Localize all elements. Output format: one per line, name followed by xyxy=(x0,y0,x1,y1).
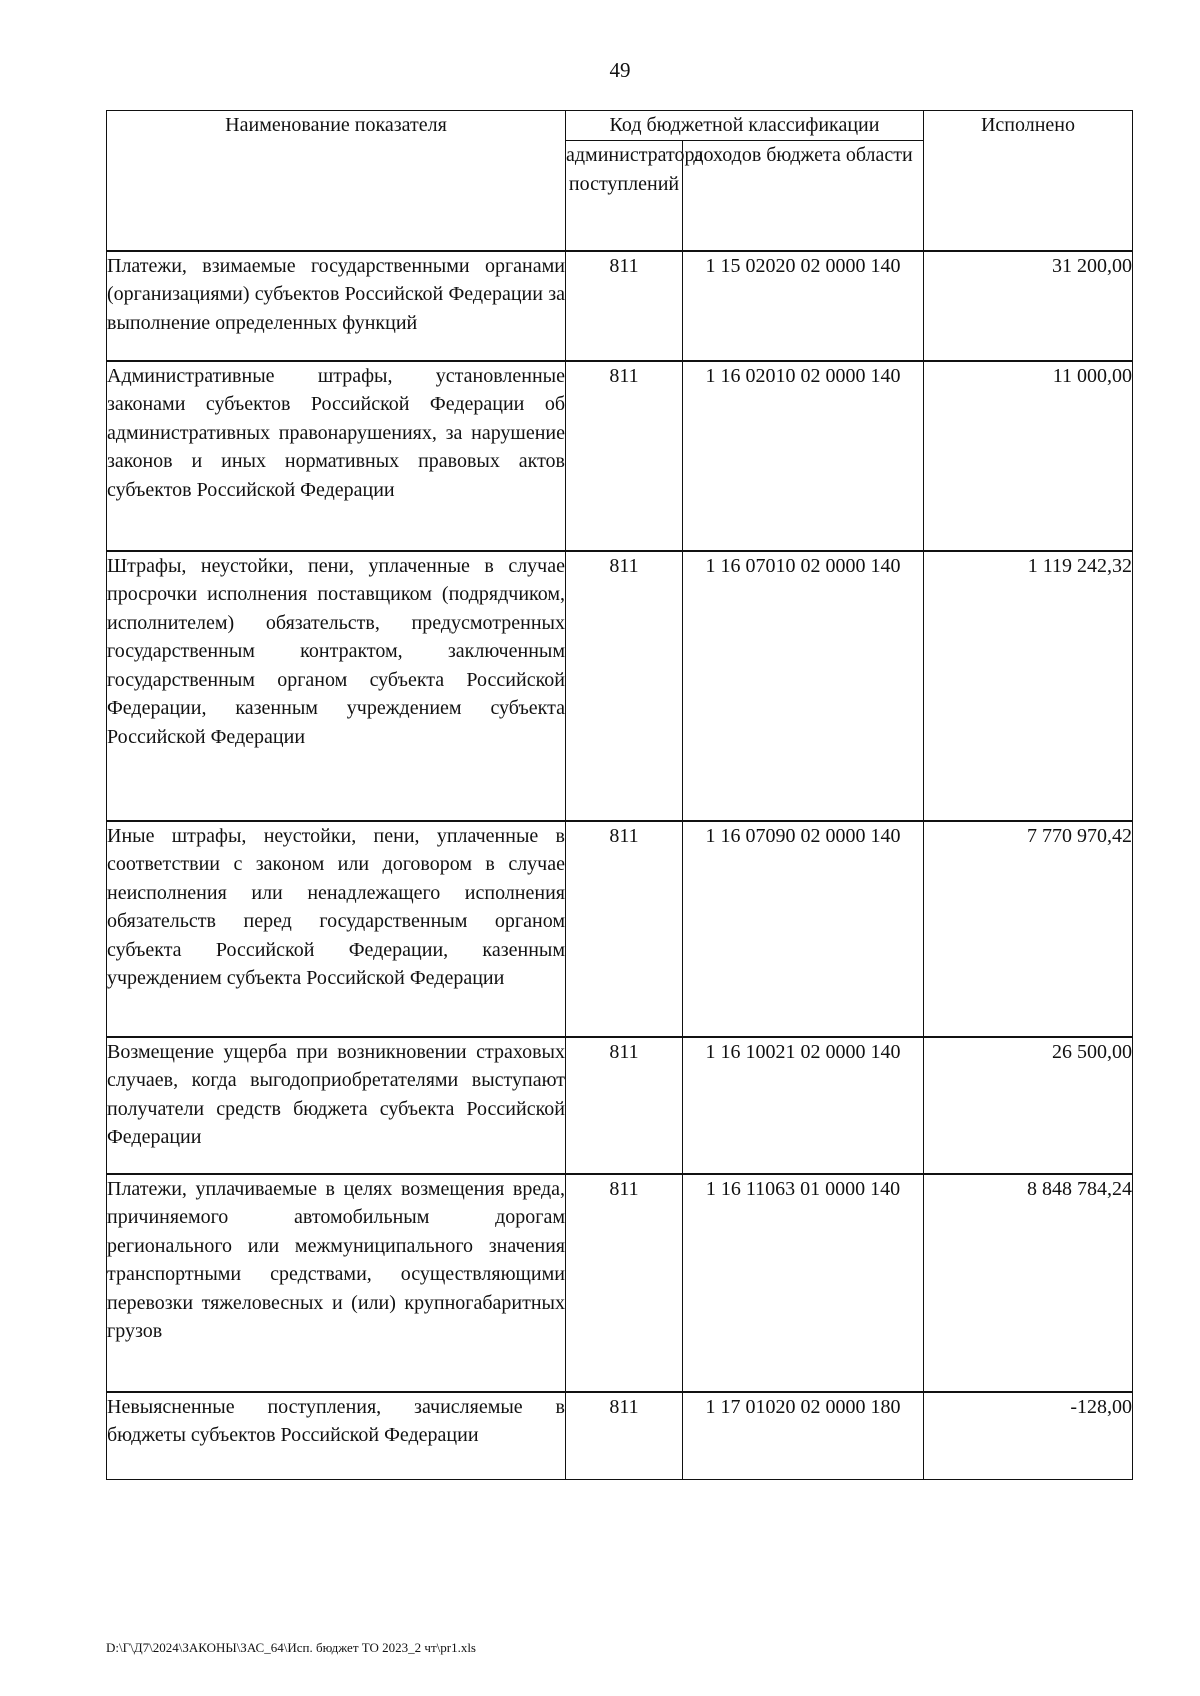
row-indicator-name: Административные штрафы, установленные законами субъектов Российской Федерации об административных правонарушениях, за нарушение законов и иных нормативных правовых актов субъектов Российской Федерации xyxy=(107,361,566,551)
row-indicator-name: Возмещение ущерба при возникновении страховых случаев, когда выгодоприобретателями выступают получатели средств бюджета субъекта Российской Федерации xyxy=(107,1037,566,1174)
row-revenue-code: 1 16 10021 02 0000 140 xyxy=(683,1037,924,1174)
header-regional-budget-revenue: доходов бюджета области xyxy=(683,140,924,251)
header-executed: Исполнено xyxy=(924,111,1133,251)
table-row xyxy=(107,361,1133,551)
row-admin-code: 811 xyxy=(566,251,683,361)
page-number: 49 xyxy=(609,58,631,82)
header-budget-classification-code: Код бюджетной классификации xyxy=(566,111,924,141)
row-indicator-name: Платежи, уплачиваемые в целях возмещения вреда, причиняемого автомобильным дорогам регионального или межмуниципального значения транспортными средствами, осуществляющими перевозки тяжеловесных и (или) крупногабаритных грузов xyxy=(107,1174,566,1392)
row-indicator-name: Платежи, взимаемые государственными органами (организациями) субъектов Российской Федерации за выполнение определенных функций xyxy=(107,251,566,361)
row-admin-code: 811 xyxy=(566,821,683,1037)
footer-file-path: D:\Г\Д7\2024\ЗАКОНЫ\ЗАС_64\Исп. бюджет ТО 2023_2 чт\pr1.xls xyxy=(106,1640,476,1655)
row-admin-code: 811 xyxy=(566,551,683,821)
row-revenue-code: 1 17 01020 02 0000 180 xyxy=(683,1392,924,1480)
table-row xyxy=(107,1037,1133,1174)
table-row xyxy=(107,1174,1133,1392)
table-row xyxy=(107,551,1133,821)
row-admin-code: 811 xyxy=(566,361,683,551)
table-row xyxy=(107,821,1133,1037)
row-revenue-code: 1 16 07090 02 0000 140 xyxy=(683,821,924,1037)
table-row xyxy=(107,1392,1133,1480)
table-row xyxy=(107,251,1133,361)
row-executed-amount: 11 000,00 xyxy=(924,361,1133,551)
row-revenue-code: 1 16 02010 02 0000 140 xyxy=(683,361,924,551)
header-indicator-name: Наименование показателя xyxy=(107,111,566,251)
row-executed-amount: 1 119 242,32 xyxy=(924,551,1133,821)
row-executed-amount: 8 848 784,24 xyxy=(924,1174,1133,1392)
header-revenue-administrator: администратора поступлений xyxy=(566,140,683,251)
row-executed-amount: -128,00 xyxy=(924,1392,1133,1480)
row-revenue-code: 1 16 07010 02 0000 140 xyxy=(683,551,924,821)
row-revenue-code: 1 16 11063 01 0000 140 xyxy=(683,1174,924,1392)
row-executed-amount: 26 500,00 xyxy=(924,1037,1133,1174)
budget-revenue-table xyxy=(106,110,1133,1480)
row-executed-amount: 31 200,00 xyxy=(924,251,1133,361)
row-executed-amount: 7 770 970,42 xyxy=(924,821,1133,1037)
row-admin-code: 811 xyxy=(566,1037,683,1174)
row-revenue-code: 1 15 02020 02 0000 140 xyxy=(683,251,924,361)
table-header-row xyxy=(107,111,1133,141)
row-indicator-name: Невыясненные поступления, зачисляемые в бюджеты субъектов Российской Федерации xyxy=(107,1392,566,1480)
row-indicator-name: Штрафы, неустойки, пени, уплаченные в случае просрочки исполнения поставщиком (подрядчиком, исполнителем) обязательств, предусмотренных государственным контрактом, заключенным государственным органом субъекта Российской Федерации, казенным учреждением субъекта Российской Федерации xyxy=(107,551,566,821)
row-indicator-name: Иные штрафы, неустойки, пени, уплаченные в соответствии с законом или договором в случае неисполнения или ненадлежащего исполнения обязательств перед государственным органом субъекта Российской Федерации, казенным учреждением субъекта Российской Федерации xyxy=(107,821,566,1037)
row-admin-code: 811 xyxy=(566,1174,683,1392)
row-admin-code: 811 xyxy=(566,1392,683,1480)
